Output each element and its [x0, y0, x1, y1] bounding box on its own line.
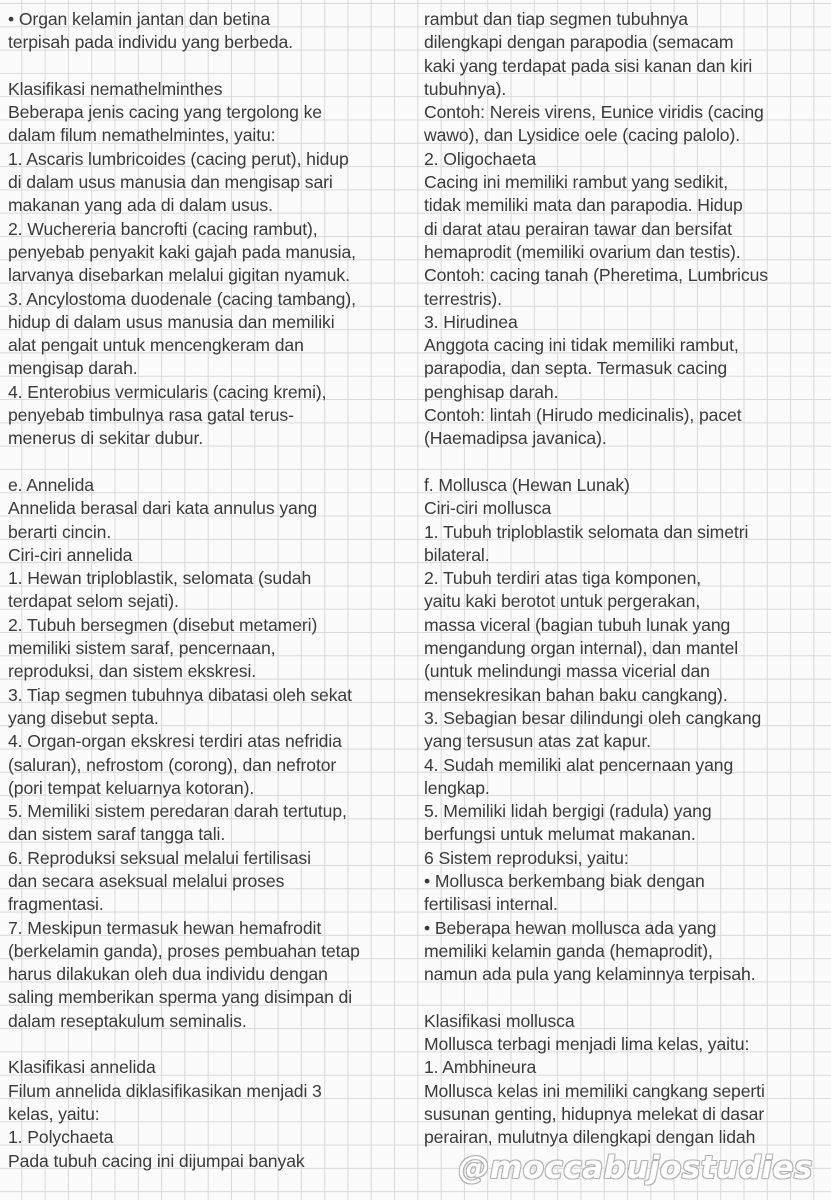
text-line: 2. Tubuh bersegmen (disebut metameri): [8, 614, 318, 635]
text-line: 3. Tiap segmen tubuhnya dibatasi oleh sekat: [8, 684, 352, 705]
text-line: fragmentasi.: [8, 894, 104, 915]
text-line: 1. Polychaeta: [8, 1127, 114, 1148]
text-line: hidup di dalam usus manusia dan memiliki: [8, 311, 335, 332]
text-line: dalam filum nemathelmintes, yaitu:: [8, 125, 276, 146]
text-line: Klasifikasi nemathelminthes: [8, 78, 223, 99]
text-line: 5. Memiliki sistem peredaran darah tertutup,: [8, 801, 347, 822]
text-line: berfungsi untuk melumat makanan.: [424, 824, 696, 845]
text-line: 6. Reproduksi seksual melalui fertilisasi: [8, 847, 311, 868]
text-line: kaki yang terdapat pada sisi kanan dan kiri: [424, 55, 753, 76]
text-line: 5. Memiliki lidah bergigi (radula) yang: [424, 801, 712, 822]
text-line: berarti cincin.: [8, 521, 112, 542]
text-line: alat pengait untuk mencengkeram dan: [8, 335, 304, 356]
text-line: 2. Tubuh terdiri atas tiga komponen,: [424, 568, 702, 589]
text-line: tubuhnya).: [424, 78, 507, 99]
text-line: [424, 986, 826, 1009]
text-line: (saluran), nefrostom (corong), dan nefrotor: [8, 754, 337, 775]
text-line: 1. Tubuh triploblastik selomata dan simetri: [424, 521, 749, 542]
text-line: wawo), dan Lysidice oele (cacing palolo).: [424, 125, 741, 146]
text-line: mengandung organ internal), dan mantel: [424, 638, 739, 659]
text-line: 3. Ancylostoma duodenale (cacing tambang),: [8, 288, 356, 309]
text-line: [8, 55, 418, 78]
text-line: hemaprodit (memiliki ovarium dan testis).: [424, 241, 741, 262]
text-line: penghisap darah.: [424, 381, 559, 402]
text-line: massa viceral (bagian tubuh lunak yang: [424, 614, 731, 635]
text-line: Klasifikasi annelida: [8, 1057, 156, 1078]
text-line: Contoh: cacing tanah (Pheretima, Lumbricus: [424, 265, 768, 286]
text-line: 6 Sistem reproduksi, yaitu:: [424, 847, 629, 868]
text-line: 1. Ambhineura: [424, 1057, 537, 1078]
text-line: (berkelamin ganda), proses pembuahan tetap: [8, 940, 360, 961]
text-line: [424, 451, 826, 474]
text-line: dan sistem saraf tangga tali.: [8, 824, 226, 845]
text-line: • Beberapa hewan mollusca ada yang: [424, 917, 717, 938]
text-line: harus dilakukan oleh dua individu dengan: [8, 964, 328, 985]
text-line: di dalam usus manusia dan mengisap sari: [8, 172, 333, 193]
text-line: (pori tempat keluarnya kotoran).: [8, 777, 255, 798]
text-line: Anggota cacing ini tidak memiliki rambut,: [424, 335, 739, 356]
text-line: Cacing ini memiliki rambut yang sedikit,: [424, 172, 729, 193]
text-line: Ciri-ciri annelida: [8, 544, 133, 565]
text-line: penyebab timbulnya rasa gatal terus-: [8, 405, 294, 426]
text-line: terrestris).: [424, 288, 502, 309]
text-line: rambut dan tiap segmen tubuhnya: [424, 9, 688, 29]
text-line: yang tersusun atas zat kapur.: [424, 731, 651, 752]
text-line: Filum annelida diklasifikasikan menjadi 3: [8, 1080, 322, 1101]
text-line: 3. Hirudinea: [424, 311, 518, 332]
text-line: reproduksi, dan sistem ekskresi.: [8, 661, 257, 682]
text-line: di darat atau perairan tawar dan bersifat: [424, 218, 732, 239]
text-line: Mollusca terbagi menjadi lima kelas, yaitu:: [424, 1034, 750, 1055]
text-line: 1. Ascaris lumbricoides (cacing perut), hidup: [8, 148, 349, 169]
text-line: memiliki kelamin ganda (hemaprodit),: [424, 940, 713, 961]
text-line: [8, 451, 418, 474]
text-line: bilateral.: [424, 544, 490, 565]
text-line: dalam reseptakulum seminalis.: [8, 1010, 247, 1031]
text-line: • Organ kelamin jantan dan betina: [8, 9, 271, 29]
text-line: terpisah pada individu yang berbeda.: [8, 32, 293, 53]
text-line: lengkap.: [424, 777, 490, 798]
left-column: [8, 8, 418, 1173]
text-line: dilengkapi dengan parapodia (semacam: [424, 32, 734, 53]
text-line: 2. Oligochaeta: [424, 148, 537, 169]
text-line: mengisap darah.: [8, 358, 138, 379]
text-line: larvanya disebarkan melalui gigitan nyamuk.: [8, 265, 350, 286]
text-line: Ciri-ciri mollusca: [424, 498, 552, 519]
text-line: memiliki sistem saraf, pencernaan,: [8, 638, 276, 659]
text-line: 1. Hewan triploblastik, selomata (sudah: [8, 568, 312, 589]
text-line: Contoh: Nereis virens, Eunice viridis (cacing: [424, 102, 764, 123]
right-column: [424, 8, 826, 1150]
text-line: yaitu kaki berotot untuk pergerakan,: [424, 591, 701, 612]
text-line: 4. Sudah memiliki alat pencernaan yang: [424, 754, 734, 775]
text-line: • Mollusca berkembang biak dengan: [424, 870, 705, 891]
text-line: penyebab penyakit kaki gajah pada manusia,: [8, 241, 356, 262]
watermark: @moccabujostudies: [458, 1150, 813, 1186]
text-line: parapodia, dan septa. Termasuk cacing: [424, 358, 728, 379]
text-line: Annelida berasal dari kata annulus yang: [8, 498, 318, 519]
text-line: kelas, yaitu:: [8, 1103, 100, 1124]
text-line: menerus di sekitar dubur.: [8, 428, 204, 449]
text-line: [8, 1033, 418, 1056]
text-line: dan secara aseksual melalui proses: [8, 870, 285, 891]
text-line: perairan, mulutnya dilengkapi dengan lidah: [424, 1127, 756, 1148]
text-line: saling memberikan sperma yang disimpan di: [8, 987, 353, 1008]
text-line: makanan yang ada di dalam usus.: [8, 195, 273, 216]
text-line: (untuk melindungi massa vicerial dan: [424, 661, 710, 682]
text-line: tidak memiliki mata dan parapodia. Hidup: [424, 195, 743, 216]
text-line: 4. Organ-organ ekskresi terdiri atas nefridia: [8, 731, 342, 752]
text-line: 2. Wuchereria bancrofti (cacing rambut),: [8, 218, 318, 239]
text-line: (Haemadipsa javanica).: [424, 428, 607, 449]
text-line: 3. Sebagian besar dilindungi oleh cangkang: [424, 707, 762, 728]
text-line: mensekresikan bahan baku cangkang).: [424, 684, 728, 705]
text-line: susunan genting, hidupnya melekat di dasar: [424, 1103, 765, 1124]
text-line: terdapat selom sejati).: [8, 591, 179, 612]
text-line: f. Mollusca (Hewan Lunak): [424, 474, 630, 495]
text-line: 4. Enterobius vermicularis (cacing kremi),: [8, 381, 327, 402]
text-line: fertilisasi internal.: [424, 894, 558, 915]
text-line: Klasifikasi mollusca: [424, 1010, 575, 1031]
text-line: namun ada pula yang kelaminnya terpisah.: [424, 964, 756, 985]
text-line: Beberapa jenis cacing yang tergolong ke: [8, 102, 322, 123]
text-line: yang disebut septa.: [8, 707, 159, 728]
text-line: 7. Meskipun termasuk hewan hemafrodit: [8, 917, 322, 938]
text-line: e. Annelida: [8, 474, 94, 495]
text-line: Mollusca kelas ini memiliki cangkang seperti: [424, 1080, 765, 1101]
text-line: Contoh: lintah (Hirudo medicinalis), pacet: [424, 405, 742, 426]
text-line: Pada tubuh cacing ini dijumpai banyak: [8, 1150, 305, 1171]
